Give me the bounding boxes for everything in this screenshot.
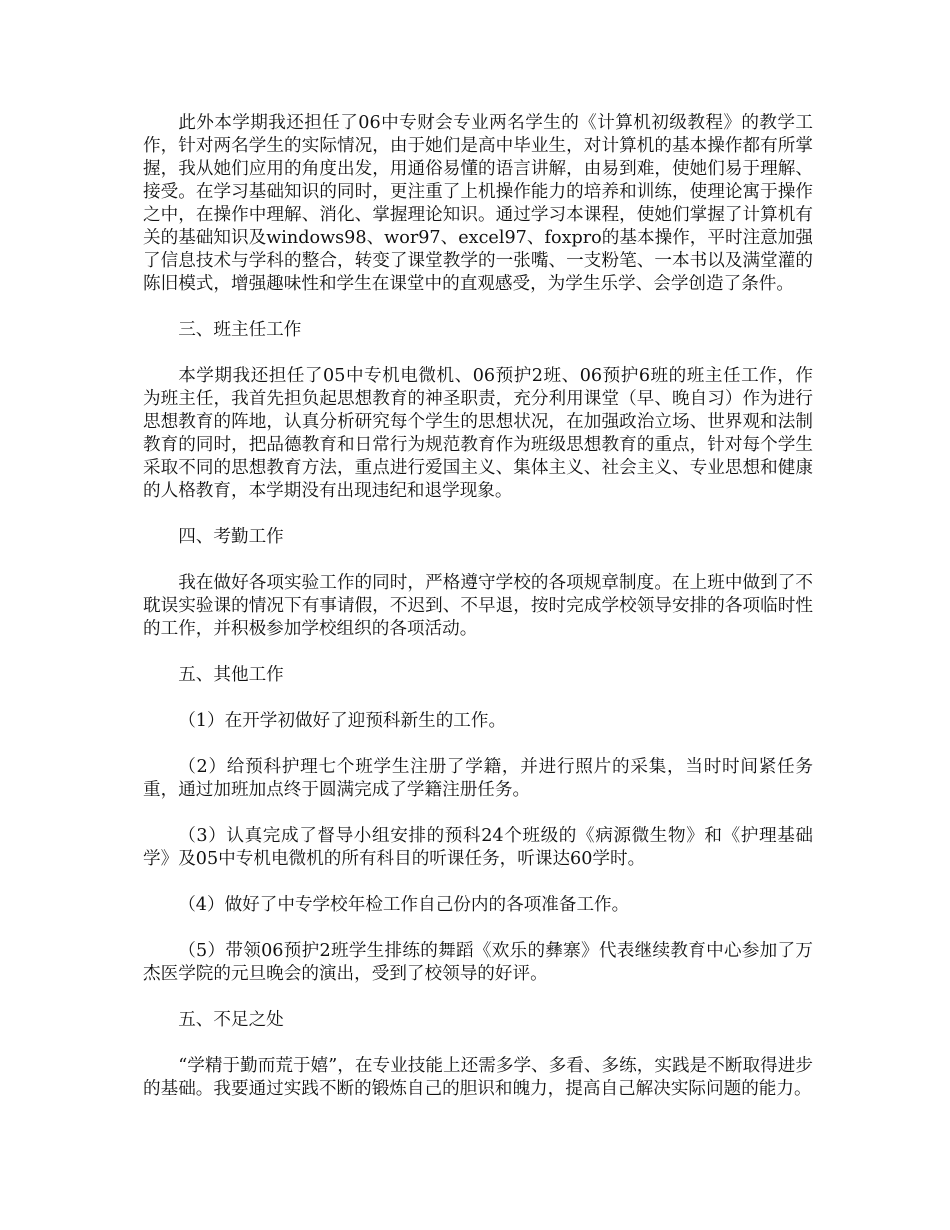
list-item: （5）带领06预护2班学生排练的舞蹈《欢乐的彝寨》代表继续教育中心参加了万杰医学院的元旦晚会的演出，受到了校领导的好评。 [143,941,813,984]
list-item: （2）给预科护理七个班学生注册了学籍，并进行照片的采集，当时时间紧任务重，通过加班加点终于圆满完成了学籍注册任务。 [143,757,813,800]
document-page [143,112,813,1124]
section-heading-attendance: 四、考勤工作 [178,527,284,547]
section-heading-other-work: 五、其他工作 [178,665,284,685]
class-teacher-paragraph: 本学期我还担任了05中专机电微机、06预护2班、06预护6班的班主任工作，作为班主任，我首先担负起思想教育的神圣职责，充分利用课堂（早、晚自习）作为进行思想教育的阵地，认真分析研究每个学生的思想状况，在加强政治立场、世界观和法制教育的同时，把品德教育和日常行为规范教育作为班级思想教育的重点，针对每个学生采取不同的思想教育方法，重点进行爱国主义、集体主义、社会主义、专业思想和健康的人格教育，本学期没有出现违纪和退学现象。 [143,366,813,501]
list-item: （4）做好了中专学校年检工作自己份内的各项准备工作。 [178,895,630,915]
intro-paragraph: 此外本学期我还担任了06中专财会专业两名学生的《计算机初级教程》的教学工作，针对两名学生的实际情况，由于她们是高中毕业生，对计算机的基本操作都有所掌握，我从她们应用的角度出发，用通俗易懂的语言讲解，由易到难，使她们易于理解、接受。在学习基础知识的同时，更注重了上机操作能力的培养和训练，使理论寓于操作之中，在操作中理解、消化、掌握理论知识。通过学习本课程，使她们掌握了计算机有关的基础知识及windows98、wor97、excel97、foxpro的基本操作，平时注意加强了信息技术与学科的整合，转变了课堂教学的一张嘴、一支粉笔、一本书以及满堂灌的陈旧模式，增强趣味性和学生在课堂中的直观感受，为学生乐学、会学创造了条件。 [143,113,813,294]
list-item: （3）认真完成了督导小组安排的预科24个班级的《病源微生物》和《护理基础学》及05中专机电微机的所有科目的听课任务，听课达60学时。 [143,826,813,869]
section-heading-shortcomings: 五、不足之处 [178,1010,284,1030]
list-item: （1）在开学初做好了迎预科新生的工作。 [178,711,507,731]
attendance-paragraph: 我在做好各项实验工作的同时，严格遵守学校的各项规章制度。在上班中做到了不耽误实验课的情况下有事请假，不迟到、不早退，按时完成学校领导安排的各项临时性的工作，并积极参加学校组织的各项活动。 [143,573,813,639]
section-heading-class-teacher: 三、班主任工作 [178,320,302,340]
shortcomings-paragraph: “学精于勤而荒于嬉”，在专业技能上还需多学、多看、多练，实践是不断取得进步的基础。我要通过实践不断的锻炼自己的胆识和魄力，提高自己解决实际问题的能力。 [143,1056,813,1099]
